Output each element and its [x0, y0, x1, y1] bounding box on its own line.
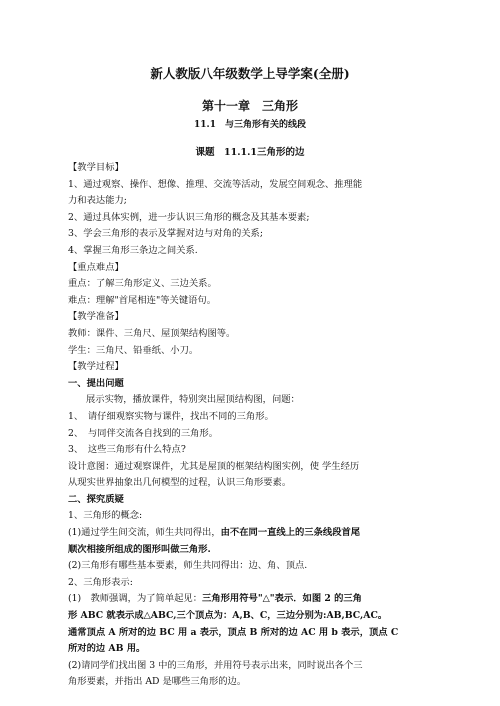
body-line — [68, 575, 438, 592]
body-line — [68, 177, 438, 194]
body-line-text: 【教学过程】 — [68, 361, 124, 373]
body-line-text: 1、三角形的概念: — [68, 510, 143, 522]
body-line — [68, 193, 438, 210]
body-line — [68, 508, 438, 525]
body-line — [68, 674, 438, 691]
body-line-text: 4、掌握三角形三条边之间关系. — [68, 244, 198, 256]
body-line-text: 2、三角形表示: — [68, 576, 133, 588]
body-line — [68, 160, 438, 177]
body-line — [68, 475, 438, 492]
body-line-text: 角形要素，并指出 AD 是哪些三角形的边。 — [68, 676, 247, 688]
body-line — [68, 641, 438, 658]
body-line-text: 形 ABC 就表示成△ABC,三个顶点为：A,B、C，三边分别为:AB,BC,AC。 — [68, 610, 388, 622]
body-line — [68, 409, 438, 426]
body-line — [68, 558, 438, 575]
body-line — [68, 326, 438, 343]
body-line — [68, 376, 438, 393]
body-line — [68, 343, 438, 360]
body-line-text: 【教学准备】 — [68, 311, 124, 323]
chapter-title: 第十一章 三角形 — [201, 99, 298, 113]
body-line — [68, 243, 438, 260]
body-line-text: 1、通过观察、操作、想像、推理、交流等活动，发展空间观念、推理能 — [68, 178, 363, 190]
body-line — [68, 392, 438, 409]
body-line — [68, 492, 438, 509]
body-line-text: 二、探究质疑 — [68, 493, 124, 505]
body-line — [68, 525, 438, 542]
body-text — [68, 160, 438, 691]
section-title: 11.1 与三角形有关的线段 — [194, 120, 306, 130]
body-line-text: 设计意图：通过观察课件，尤其是屋顶的框架结构图实例，使 学生经历 — [68, 460, 360, 472]
body-line — [68, 226, 438, 243]
body-line-text: (2)请同学们找出图 3 中的三角形，并用符号表示出来，同时说出各个三 — [68, 659, 363, 671]
body-line-text: 学生：三角尺、铅垂纸、小刀。 — [68, 344, 199, 356]
body-line-text: 1、 请仔细观察实物与课件，找出不同的三角形。 — [68, 410, 274, 422]
body-line-text: 教师：课件、三角尺、屋顶架结构图等。 — [68, 327, 236, 339]
body-line — [68, 542, 438, 559]
body-line-text: 3、 这些三角形有什么特点? — [68, 444, 186, 456]
body-line-text: 展示实物，播放课件，特别突出屋顶结构图，问题： — [86, 394, 300, 406]
body-line-emphasis: 三角形用符号"△"表示．如图 2 的三角 — [202, 593, 362, 605]
body-line-text: 难点：理解"首尾相连"等关键语句。 — [68, 294, 217, 306]
body-line — [68, 591, 438, 608]
body-line-text: 顺次相接所组成的图形叫做三角形. — [68, 543, 211, 555]
body-line — [68, 625, 438, 642]
body-line — [68, 260, 438, 277]
body-line — [68, 210, 438, 227]
body-line — [68, 276, 438, 293]
body-line-text: 从现实世界抽象出几何模型的过程，认识三角形要素。 — [68, 477, 292, 489]
body-line — [68, 293, 438, 310]
body-line — [68, 658, 438, 675]
lesson-title: 课题 11.1.1三角形的边 — [195, 147, 305, 158]
body-line — [68, 608, 438, 625]
body-line-text: 一、提出问题 — [68, 377, 124, 389]
body-line — [68, 426, 438, 443]
body-line-text: 2、 与同伴交流各自找到的三角形。 — [68, 427, 219, 439]
body-line-text: 所对的边 AB 用。 — [68, 643, 146, 655]
body-line-text: (1) 教师强调，为了简单起见： — [68, 593, 203, 605]
body-line-text: 2、通过具体实例，进一步认识三角形的概念及其基本要素; — [68, 211, 310, 223]
document-title: 新人教版八年级数学上导学案(全册) — [150, 66, 350, 81]
body-line-text: 力和表达能力; — [68, 195, 127, 207]
body-line-text: (1)通过学生间交流，师生共同得出， — [68, 527, 221, 539]
body-line-text: 3、学会三角形的表示及掌握对边与对角的关系; — [68, 228, 263, 240]
body-line-text: 【重点难点】 — [68, 261, 124, 273]
body-line — [68, 442, 438, 459]
body-line-text: 【教学目标】 — [68, 162, 124, 173]
body-line — [68, 309, 438, 326]
body-line-text: 通常顶点 A 所对的边 BC 用 a 表示，顶点 B 所对的边 AC 用 b 表示，顶点 C — [68, 626, 399, 638]
body-line — [68, 359, 438, 376]
body-line — [68, 459, 438, 476]
body-line-text: (2)三角形有哪些基本要素，师生共同得出：边、角、顶点. — [68, 560, 308, 572]
body-line-emphasis: 由不在同一直线上的三条线段首尾 — [220, 527, 361, 539]
body-line-text: 重点：了解三角形定义、三边关系。 — [68, 278, 217, 290]
